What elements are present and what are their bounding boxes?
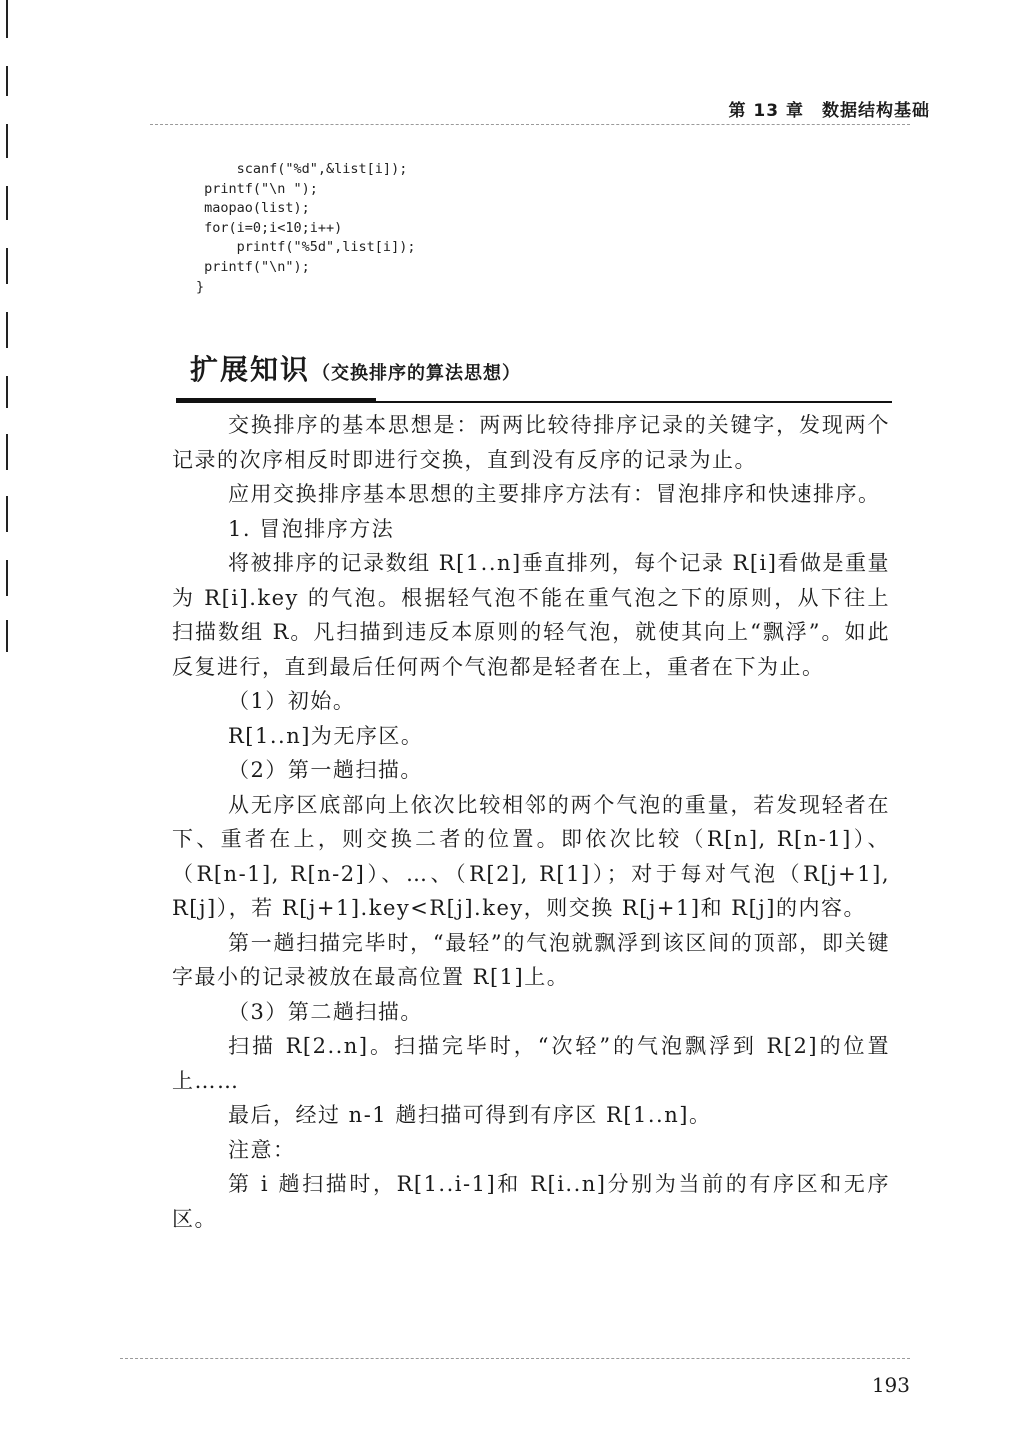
paragraph: 将被排序的记录数组 R[1..n]垂直排列，每个记录 R[i]看做是重量为 R[i].key 的气泡。根据轻气泡不能在重气泡之下的原则，从下往上扫描数组 R。凡扫描到违反本原则的轻气泡，就使其向上“飘浮”。如此反复进行，直到最后任何两个气泡都是轻者在上，重者在下为止。 (172, 551, 890, 679)
body-text (172, 408, 890, 1236)
section-rule (176, 401, 892, 403)
code-line: for(i=0;i<10;i++) (196, 219, 343, 236)
footer-rule (120, 1358, 910, 1359)
code-line: printf("%5d",list[i]); (196, 239, 416, 256)
subheading: 1. 冒泡排序方法 (228, 516, 395, 541)
note-label: 注意： (228, 1137, 296, 1162)
paragraph: R[1..n]为无序区。 (228, 723, 424, 748)
step-heading: （3）第二趟扫描。 (228, 999, 423, 1024)
running-header: 第 13 章 数据结构基础 (728, 101, 930, 121)
page-number: 193 (871, 1373, 910, 1397)
header-rule (150, 124, 910, 125)
paragraph: 最后，经过 n-1 趟扫描可得到有序区 R[1..n]。 (228, 1103, 712, 1127)
step-heading: （1）初始。 (228, 689, 356, 713)
step-heading: （2）第一趟扫描。 (228, 758, 423, 782)
code-line: scanf("%d",&list[i]); (196, 161, 408, 177)
paragraph: 扫描 R[2..n]。扫描完毕时，“次轻”的气泡飘浮到 R[2]的位置上…… (172, 1034, 890, 1093)
code-line: maopao(list); (196, 200, 310, 217)
paragraph: 交换排序的基本思想是：两两比较待排序记录的关键字，发现两个记录的次序相反时即进行交换，直到没有反序的记录为止。 (172, 413, 890, 472)
code-line: printf("\n "); (196, 180, 318, 197)
paragraph: 第一趟扫描完毕时，“最轻”的气泡就飘浮到该区间的顶部，即关键字最小的记录被放在最高位置 R[1]上。 (172, 930, 890, 989)
binding-margin-marks (6, 0, 10, 700)
code-line: } (196, 278, 205, 295)
section-title-main: 扩展知识 (190, 353, 311, 386)
code-block (196, 160, 415, 297)
code-line: printf("\n"); (196, 258, 310, 275)
paragraph: 应用交换排序基本思想的主要排序方法有：冒泡排序和快速排序。 (228, 482, 881, 506)
section-title (190, 348, 521, 388)
paragraph: 从无序区底部向上依次比较相邻的两个气泡的重量，若发现轻者在下、重者在上，则交换二者的位置。即依次比较（R[n], R[n-1]）、（R[n-1], R[n-2]）、…、（R[2], R[1]）；对于每对气泡（R[j+1], R[j]），若 R[j+1].key<R[j].key，则交换 R[j+1]和 R[j]的内容。 (172, 792, 890, 920)
section-subtitle: （交换排序的算法思想） (312, 363, 522, 384)
paragraph: 第 i 趟扫描时，R[1..i-1]和 R[i..n]分别为当前的有序区和无序区。 (172, 1172, 890, 1231)
